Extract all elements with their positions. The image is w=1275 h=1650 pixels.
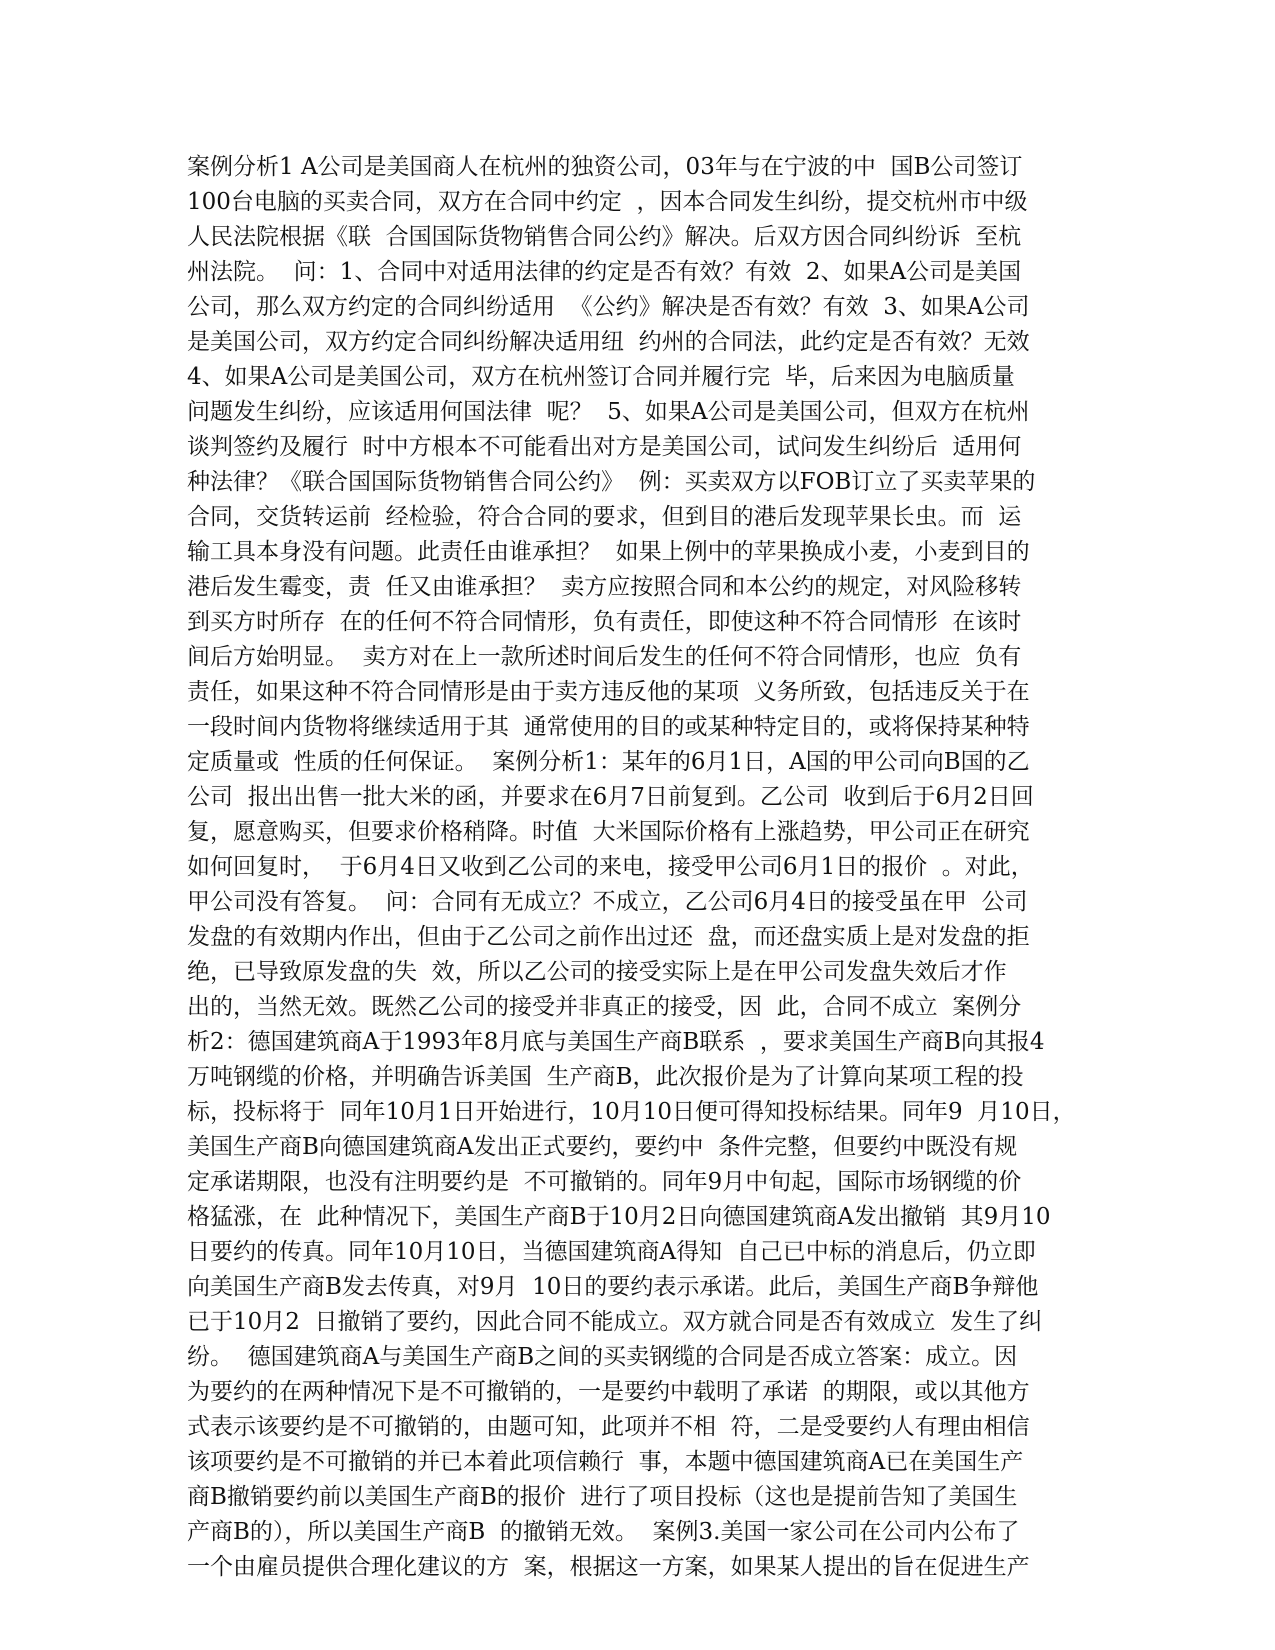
text-line: 一段时间内货物将继续适用于其 通常使用的目的或某种特定目的，或将保持某种特 — [187, 714, 1030, 740]
text-line: 出的，当然无效。既然乙公司的接受并非真正的接受，因 此，合同不成立 案例分 — [187, 994, 1022, 1020]
text-line: 输工具本身没有问题。此责任由谁承担？ 如果上例中的苹果换成小麦，小麦到目的 — [187, 539, 1030, 565]
text-line: 一个由雇员提供合理化建议的方 案，根据这一方案，如果某人提出的旨在促进生产 — [187, 1554, 1030, 1580]
text-line: 复，愿意购买，但要求价格稍降。时值 大米国际价格有上涨趋势，甲公司正在研究 — [187, 819, 1030, 845]
text-line: 绝，已导致原发盘的失 效，所以乙公司的接受实际上是在甲公司发盘失效后才作 — [187, 959, 1007, 985]
text-line: 4、如果A公司是美国公司，双方在杭州签订合同并履行完 毕，后来因为电脑质量 — [187, 364, 1015, 390]
text-line: 责任，如果这种不符合同情形是由于卖方违反他的某项 义务所致，包括违反关于在 — [187, 679, 1030, 705]
text-line: 如何回复时， 于6月4日又收到乙公司的来电，接受甲公司6月1日的报价 。对此， — [187, 854, 1034, 880]
text-line: 万吨钢缆的价格，并明确告诉美国 生产商B，此次报价是为了计算向某项工程的投 — [187, 1064, 1024, 1090]
text-line: 格猛涨，在 此种情况下，美国生产商B于10月2日向德国建筑商A发出撤销 其9月10 — [187, 1204, 1051, 1230]
text-line: 商B撤销要约前以美国生产商B的报价 进行了项目投标（这也是提前告知了美国生 — [187, 1484, 1018, 1510]
text-line: 种法律？《联合国国际货物销售合同公约》 例：买卖双方以FOB订立了买卖苹果的 — [187, 469, 1036, 495]
body-text — [187, 150, 1092, 1620]
text-line: 定承诺期限，也没有注明要约是 不可撤销的。同年9月中旬起，国际市场钢缆的价 — [187, 1169, 1022, 1195]
text-line: 已于10月2 日撤销了要约，因此合同不能成立。双方就合同是否有效成立 发生了纠 — [187, 1309, 1043, 1335]
text-line: 人民法院根据《联 合国国际货物销售合同公约》解决。后双方因合同纠纷诉 至杭 — [187, 224, 1022, 250]
text-line: 港后发生霉变，责 任又由谁承担？ 卖方应按照合同和本公约的规定，对风险移转 — [187, 574, 1022, 600]
text-line: 日要约的传真。同年10月10日，当德国建筑商A得知 自己已中标的消息后，仍立即 — [187, 1239, 1036, 1265]
text-line: 甲公司没有答复。 问：合同有无成立？不成立，乙公司6月4日的接受虽在甲 公司 — [187, 889, 1028, 915]
text-line: 该项要约是不可撤销的并已本着此项信赖行 事，本题中德国建筑商A已在美国生产 — [187, 1449, 1024, 1475]
text-line: 纷。 德国建筑商A与美国生产商B之间的买卖钢缆的合同是否成立答案：成立。因 — [187, 1344, 1018, 1370]
text-line: 是美国公司，双方约定合同纠纷解决适用纽 约州的合同法，此约定是否有效？无效 — [187, 329, 1030, 355]
text-line: 美国生产商B向德国建筑商A发出正式要约，要约中 条件完整，但要约中既没有规 — [187, 1134, 1018, 1160]
text-line: 向美国生产商B发去传真，对9月 10日的要约表示承诺。此后，美国生产商B争辩他 — [187, 1274, 1039, 1300]
text-line: 间后方始明显。 卖方对在上一款所述时间后发生的任何不符合同情形，也应 负有 — [187, 644, 1022, 670]
text-line: 标，投标将于 同年10月1日开始进行，10月10日便可得知投标结果。同年9 月10日， — [187, 1099, 1076, 1125]
text-line: 为要约的在两种情况下是不可撤销的，一是要约中载明了承诺 的期限，或以其他方 — [187, 1379, 1030, 1405]
text-line: 问题发生纠纷，应该适用何国法律 呢？ 5、如果A公司是美国公司，但双方在杭州 — [187, 399, 1030, 425]
text-line: 合同，交货转运前 经检验，符合合同的要求，但到目的港后发现苹果长虫。而 运 — [187, 504, 1022, 530]
text-line: 到买方时所存 在的任何不符合同情形，负有责任，即使这种不符合同情形 在该时 — [187, 609, 1022, 635]
text-line: 式表示该要约是不可撤销的，由题可知，此项并不相 符，二是受要约人有理由相信 — [187, 1414, 1030, 1440]
text-line: 案例分析1 A公司是美国商人在杭州的独资公司，03年与在宁波的中 国B公司签订 — [187, 154, 1023, 180]
text-line: 100台电脑的买卖合同，双方在合同中约定 ，因本合同发生纠纷，提交杭州市中级 — [187, 189, 1028, 215]
text-line: 发盘的有效期内作出，但由于乙公司之前作出过还 盘，而还盘实质上是对发盘的拒 — [187, 924, 1030, 950]
text-line: 析2：德国建筑商A于1993年8月底与美国生产商B联系 ，要求美国生产商B向其报4 — [187, 1029, 1045, 1055]
text-line: 公司，那么双方约定的合同纠纷适用 《公约》解决是否有效？有效 3、如果A公司 — [187, 294, 1030, 320]
text-line: 公司 报出出售一批大米的函，并要求在6月7日前复到。乙公司 收到后于6月2日回 — [187, 784, 1034, 810]
text-line — [187, 1585, 1092, 1620]
text-line: 产商B的），所以美国生产商B 的撤销无效。 案例3.美国一家公司在公司内公布了 — [187, 1519, 1020, 1545]
text-line: 谈判签约及履行 时中方根本不可能看出对方是美国公司，试问发生纠纷后 适用何 — [187, 434, 1022, 460]
text-line: 州法院。 问：1、合同中对适用法律的约定是否有效？有效 2、如果A公司是美国 — [187, 259, 1022, 285]
text-line: 定质量或 性质的任何保证。 案例分析1：某年的6月1日，A国的甲公司向B国的乙 — [187, 749, 1030, 775]
